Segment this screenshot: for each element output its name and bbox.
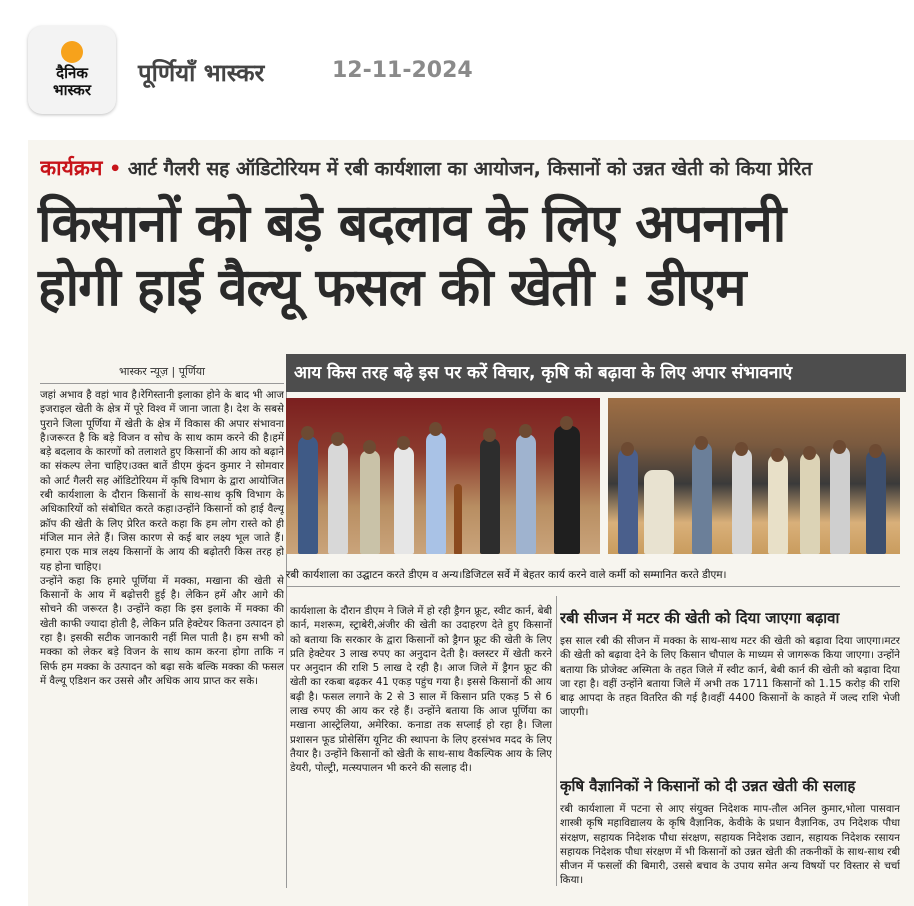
person-figure — [830, 446, 850, 554]
photo-caption: रबी कार्यशाला का उद्घाटन करते डीएम व अन्य।डिजिटल सर्वे में बेहतर कार्य करने वाले कर्मी को सम्मानित करते डीएम। — [286, 569, 727, 581]
person-head — [621, 442, 634, 456]
article-column-2: कार्यशाला के दौरान डीएम ने जिले में हो रही ड्रैगन फ्रूट, स्वीट कार्न, बेबी कार्न, मशरूम, स्ट्राबेरी,अंजीर की खेती का उदाहरण देते हुए किसानों को बताया कि सरकार के द्वारा किसानों को ड्रैगन फ्रूट की खेती के लिए प्रति हेक्टेयर 3 लाख रुपए का अनुदान देती है। क्लस्टर में खेती करने पर अनुदान की राशि 5 लाख दे रही है। आज जिले में ड्रैगन फ्रूट की खेती का रकबा बढ़कर 41 एकड़ पहुंच गया है। इससे किसानों की आय बढ़ी है। फसल लगाने के 2 से 3 साल में किसान प्रति एकड़ 5 से 6 लाख रुपए की आय कर रहे हैं। उन्होंने बताया कि आज पूर्णिया का मखाना आस्ट्रेलिया, अमेरिका. कनाडा तक सप्लाई हो रहा है। जिला प्रशासन फूड प्रोसेसिंग यूनिट की स्थापना के लिए हरसंभव मदद के लिए तैयार है। उन्होंने किसानों को खेती के साथ-साथ वैकल्पिक आय के लिए डेयरी, पोल्ट्री, मत्स्यपालन भी करने की सलाह दी। — [290, 605, 552, 775]
person-figure — [866, 450, 886, 554]
lamp-stand — [454, 484, 462, 554]
app-header — [0, 0, 914, 140]
edition-title: पूर्णियाँ भास्कर — [138, 59, 265, 87]
sun-icon — [61, 41, 83, 63]
headline-line-2: होगी हाई वैल्यू फसल की खेती : डीएम — [38, 258, 746, 318]
paragraph: उन्होंने कहा कि हमारे पूर्णिया में मक्का, मखाना की खेती से किसानों के आय में बढ़ोत्तरी हुई है। लेकिन हमें और आगे की सोचने की जरूरत है। उन्होंने कहा कि इस इलाके में मक्का की खेती काफी ज्यादा होती है, लेकिन प्रति हेक्टेयर कितना उत्पादन हो रहा है। इसकी सटीक जानकारी नहीं मिल पाती है। हम सभी को मक्का को लेकर बड़े विजन के साथ काम करना होगा ताकि न सिर्फ हम मक्का के उत्पादन को बढ़ा सके बल्कि मक्का की फसल में वैल्यू एडिशन कर उससे और अधिक आय प्राप्त कर सके। — [40, 574, 284, 687]
headline-line-1: किसानों को बड़े बदलाव के लिए अपनानी — [38, 194, 786, 254]
person-figure — [644, 470, 674, 554]
person-head — [331, 432, 344, 446]
person-figure — [516, 434, 536, 554]
photo-banner: आय किस तरह बढ़े इस पर करें विचार, कृषि को बढ़ावा के लिए अपार संभावनाएं — [286, 354, 906, 392]
person-head — [560, 416, 573, 430]
dainik-bhaskar-logo[interactable] — [28, 26, 116, 114]
felicitation-photo — [608, 398, 900, 554]
side-story-title-1: रबी सीजन में मटर की खेती को दिया जाएगा बढ़ावा — [560, 609, 840, 627]
section-kicker: कार्यक्रम — [40, 156, 103, 180]
side-story-title-2: कृषि वैज्ञानिकों ने किसानों को दी उन्नत खेती की सलाह — [560, 777, 856, 795]
article-headline — [38, 192, 908, 320]
column-divider — [556, 596, 557, 886]
side-story-text-2: रबी कार्यशाला में पटना से आए संयुक्त निदेशक माप-तौल अनिल कुमार,भोला पासवान शास्त्री कृषि महाविद्यालय के कृषि वैज्ञानिक, केवीके के प्रधान वैज्ञानिक, उप निदेशक पौधा संरक्षण, सहायक निदेशक पौधा संरक्षण, सहायक निदेशक उद्यान, सहायक निदेशक रसायन सहायक निदेशक पौधा संरक्षण में भी किसानों को उन्नत खेती की तकनीकों के साथ-साथ रबी सीजन में फसलों की बिमारी, उससे बचाव के उपाय समेत अन्य विषयों पर विस्तार से चर्चा किया। — [560, 803, 900, 887]
person-head — [735, 442, 748, 456]
newspaper-clipping[interactable] — [28, 140, 914, 906]
logo-line2: भास्कर — [53, 81, 91, 99]
person-head — [429, 422, 442, 436]
person-figure — [426, 432, 446, 554]
side-story-text-1: इस साल रबी की सीजन में मक्का के साथ-साथ मटर की खेती को बढ़ावा दिया जाएगा।मटर की खेती को बढ़ावा देने के लिए किसान चौपाल के माध्यम से जागरूक किया जाएगा। उन्होंने बताया कि प्रोजेक्ट अस्मिता के तहत जिले में स्वीट कार्न, बेबी कार्न की खेती को बढ़ावा दिया जा रहा है। वहीं उन्होंने बताया जिले में अभी तक 1711 किसानों को 1.15 करोड़ की राशि बाढ़ आपदा के तहत वितरित की गई है।वहीं 4400 किसानों के काहते में जल्द राशि भेजी जाएगी। — [560, 635, 900, 719]
kicker-bullet: • — [109, 158, 122, 180]
byline: भास्कर न्यूज़ | पूर्णिया — [40, 364, 284, 384]
person-head — [803, 446, 816, 460]
logo-line1: दैनिक — [56, 64, 88, 82]
person-figure — [732, 448, 752, 554]
paragraph: जहां अभाव है वहां भाव है।रेगिस्तानी इलाका होने के बाद भी आज इजराइल खेती के क्षेत्र में पूरे विश्व में जाना जाता है। देश के सबसे पुराने जिला पूर्णिया में खेती के क्षेत्र में विकास की अपार संभावना है।जरूरत है कि बड़े विजन व सोच के साथ काम करने की है।हमें बड़े बदलाव के कारणों को तलाशते हुए किसानों की आय को बढ़ाने का संकल्प लेना चाहिए।उक्त बातें डीएम कुंदन कुमार ने सोमवार को आर्ट गैलरी सह ऑडिटोरियम में कृषि विभाग के द्वारा आयोजित रबी कार्यशाला के दौरान किसानों के साथ-साथ कृषि विभाग के अधिकारियों को संबोधित करते कहा।उन्होंने किसानों को हाई वैल्यू क्रॉप की खेती के लिए प्रेरित करते कहा कि हम लोग रास्ते को ही मंजिल मान लेते हैं। जिस कारण से कई बार लक्ष्य भूल जाते हैं। हमारा एक मात्र लक्ष्य किसानों के आय की बढ़ोतरी किस तरह हो यह होना चाहिए। — [40, 389, 284, 573]
article-column-1 — [40, 388, 284, 888]
person-head — [301, 426, 314, 440]
person-head — [771, 448, 784, 462]
inauguration-photo — [286, 398, 600, 554]
person-figure — [554, 426, 580, 554]
person-head — [397, 436, 410, 450]
person-head — [869, 444, 882, 458]
person-figure — [800, 452, 820, 554]
person-figure — [298, 436, 318, 554]
person-head — [483, 428, 496, 442]
person-head — [695, 436, 708, 450]
person-figure — [394, 446, 414, 554]
person-figure — [692, 442, 712, 554]
person-figure — [328, 442, 348, 554]
person-figure — [480, 438, 500, 554]
article-subheading: आर्ट गैलरी सह ऑडिटोरियम में रबी कार्यशाला का आयोजन, किसानों को उन्नत खेती को किया प्रेरित — [127, 158, 813, 180]
person-head — [519, 424, 532, 438]
person-figure — [618, 448, 638, 554]
person-head — [363, 440, 376, 454]
edition-date: 12-11-2024 — [332, 58, 473, 83]
person-figure — [768, 454, 788, 554]
person-head — [833, 440, 846, 454]
kicker-row — [40, 154, 914, 188]
caption-rule — [286, 586, 900, 587]
person-figure — [360, 450, 380, 554]
